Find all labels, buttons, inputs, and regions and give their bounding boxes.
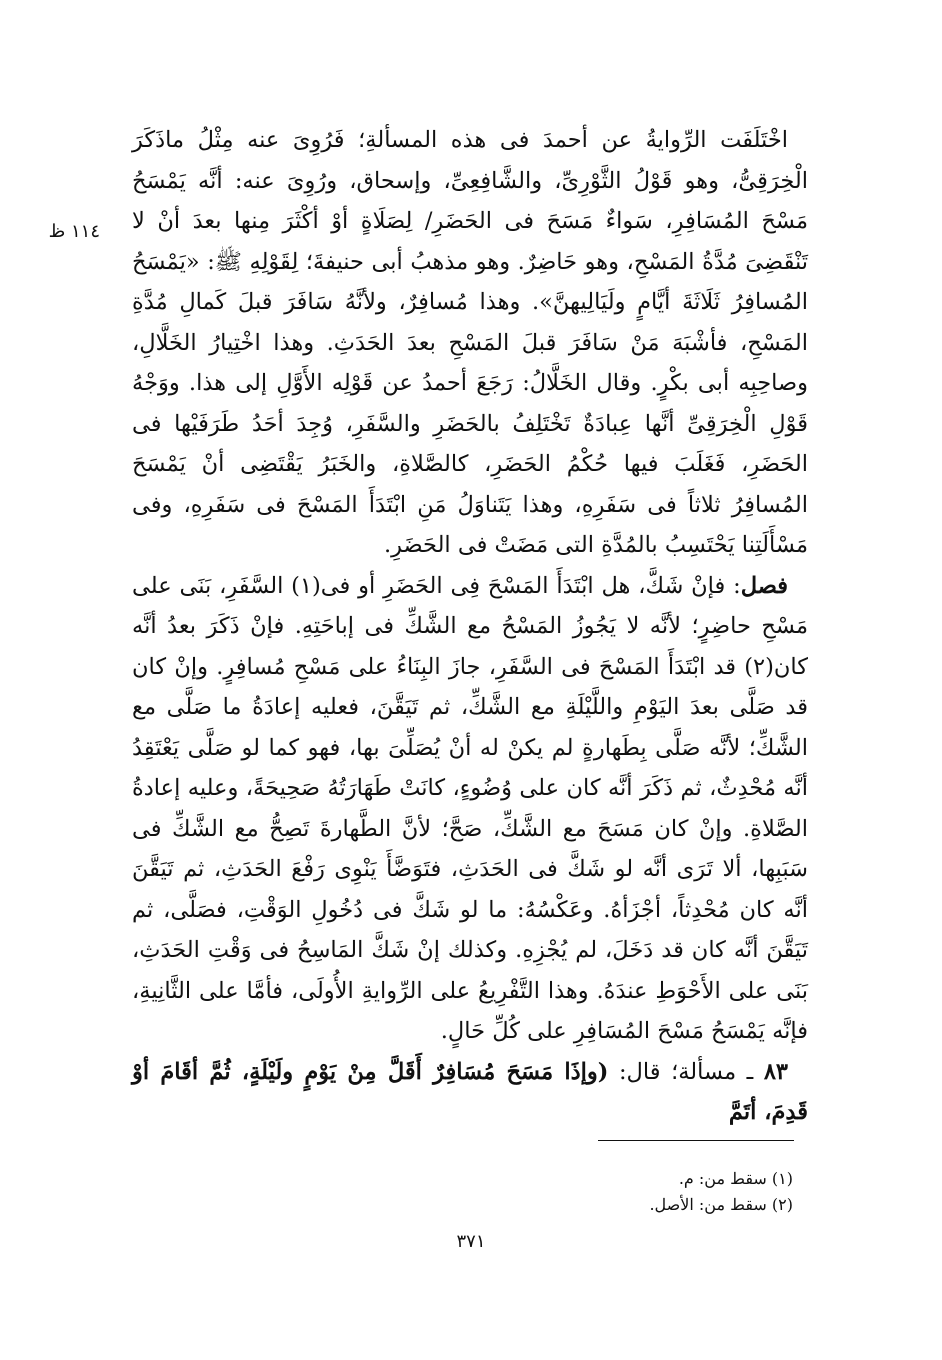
footnote-2: (٢) سقط من: الأصل.: [649, 1195, 793, 1214]
paragraph-2-text: : فإنْ شَكَّ، هل ابْتَدَأَ المَسْحَ فِى الحَضَرِ أو فى(١) السَّفَرِ، بَنَى على مَسْحِ حاضِرٍ؛ لأنَّه لا يَجُوزُ المَسْحُ مع الشَّكِّ فى إباحَتِهِ. فإنْ ذَكَرَ بعدُ أنَّه كان(٢) قد ابْتَدَأَ المَسْحَ فى السَّفَرِ، جازَ البِنَاءُ على مَسْحِ مُسافِرٍ. وإنْ كان قد صَلَّى بعدَ اليَوْمِ واللَّيْلَةِ مع الشَّكِّ، ثم تَيَقَّنَ، فعليه إعادَةُ ما صَلَّى مع الشَّكِّ؛ لأنَّه صَلَّى بِطَهارةٍ لم يكنْ له أنْ يُصَلِّىَ بها، فهو كما لو صَلَّى يَعْتَقِدُ أنَّه مُحْدِثٌ، ثم ذَكَرَ أنَّه كان على وُضُوءٍ، كانَتْ طَهَارَتُهُ صَحِيحَةً، وعليه إعادةُ الصَّلاةِ. وإنْ كان مَسَحَ مع الشَّكِّ، صَحَّ؛ لأنَّ الطَّهارةَ تَصِحُّ مع الشَّكِّ فى سَبَبِها، ألا تَرَى أنَّه لو شَكَّ فى الحَدَثِ، فتَوَضَّأَ يَنْوِى رَفْعَ الحَدَثِ، ثم تَيَقَّنَ أنَّه كان مُحْدِثاً، أجْزَأهُ. وعَكْسُهُ: ما لو شَكَّ فى دُخُولِ الوَقْتِ، فصَلَّى، ثم تَيَقَّنَ أنَّه كان قد دَخَلَ، لم يُجْزِهِ. وكذلك إنْ شَكَّ المَاسِحُ فى وَقْتِ الحَدَثِ، بَنَى على الأَحْوَطِ عندَهُ. وهذا التَّفْرِيعُ على الرِّوايةِ الأُولَى، فأمَّا على الثَّانِيةِ، فإنَّه يَمْسَحُ مَسْحَ المُسَافِرِ على كُلِّ حَالٍ.: [132, 572, 808, 1044]
issue-number: ٨٣: [763, 1058, 788, 1085]
paragraph-1: اخْتَلَفَت الرِّوايةُ عن أحمدَ فى هذه المسألةِ؛ فَرُوِىَ عنه مِثْلُ ماذَكَرَ الْخِرَقِىُّ، وهو قَوْلُ الثَّوْرِىِّ، والشَّافِعِىِّ، وإسحاق، ورُوِىَ عنه: أنَّه يَمْسَحُ مَسْحَ المُسَافِرِ، سَواءٌ مَسَحَ فى الحَضَرِ/ لِصَلَاةٍ أوْ أكْثَرَ مِنها بعدَ أنْ لا تَنْقَضِىَ مُدَّةُ المَسْحِ، وهو حَاضِرٌ. وهو مذهبُ أبى حنيفةَ؛ لِقَوْلِهِ ﷺ: «يَمْسَحُ المُسافِرُ ثَلَاثَةَ أيَّامٍ ولَيَالِيهنَّ». وهذا مُسافِرٌ، ولأنَّهُ سَافَرَ قبلَ كَمالِ مُدَّةِ المَسْحِ، فأشْبَهَ مَنْ سَافَرَ قبلَ المَسْحِ بعدَ الحَدَثِ. وهذا اخْتِيارُ الخَلَّالِ، وصاحِبِه أبى بكْرٍ. وقال الخَلَّالُ: رَجَعَ أحمدُ عن قَوْلِه الأَوَّلِ إلى هذا. ووَجْهُ قَوْلِ الْخِرَقِىِّ أنَّها عِبادَةٌ تَخْتَلِفُ بالحَضَرِ والسَّفَرِ، وُجِدَ أحَدُ طَرَفَيْها فى الحَضَرِ، فَغَلَبَ فيها حُكْمُ الحَضَرِ، كالصَّلاةِ، والخَبَرُ يَقْتَضِى أنْ يَمْسَحَ المُسافِرُ ثلاثاً فى سَفَرِهِ، وهذا يَتَناوَلُ مَنِ ابْتَدَأَ المَسْحَ فى سَفَرِهِ، وفى مَسْأَلَتِنا يَحْتَسِبُ بالمُدَّةِ التى مَضَتْ فى الحَضَرِ.: [132, 127, 809, 558]
manuscript-folio-note: ١١٤ ظ: [48, 221, 100, 242]
footnote-1: (١) سقط من: م.: [678, 1169, 793, 1188]
section-label: فصل: [740, 572, 788, 599]
issue-quote: (وإذَا مَسَحَ مُسَافِرٌ أَقَلَّ مِنْ يَوْمٍ ولَيْلَةٍ، ثُمَّ أقَامَ أوْ قَدِمَ، أتَمَّ: [132, 1058, 808, 1125]
paragraph-3: [132, 1052, 808, 1133]
footnote-divider: [598, 1140, 794, 1141]
main-text-block: [132, 120, 808, 1133]
footnotes: [400, 1166, 793, 1218]
page-number: ٣٧١: [456, 1231, 486, 1252]
issue-intro: ـ مسألة؛ قال:: [608, 1058, 764, 1085]
paragraph-2: [132, 566, 808, 1052]
